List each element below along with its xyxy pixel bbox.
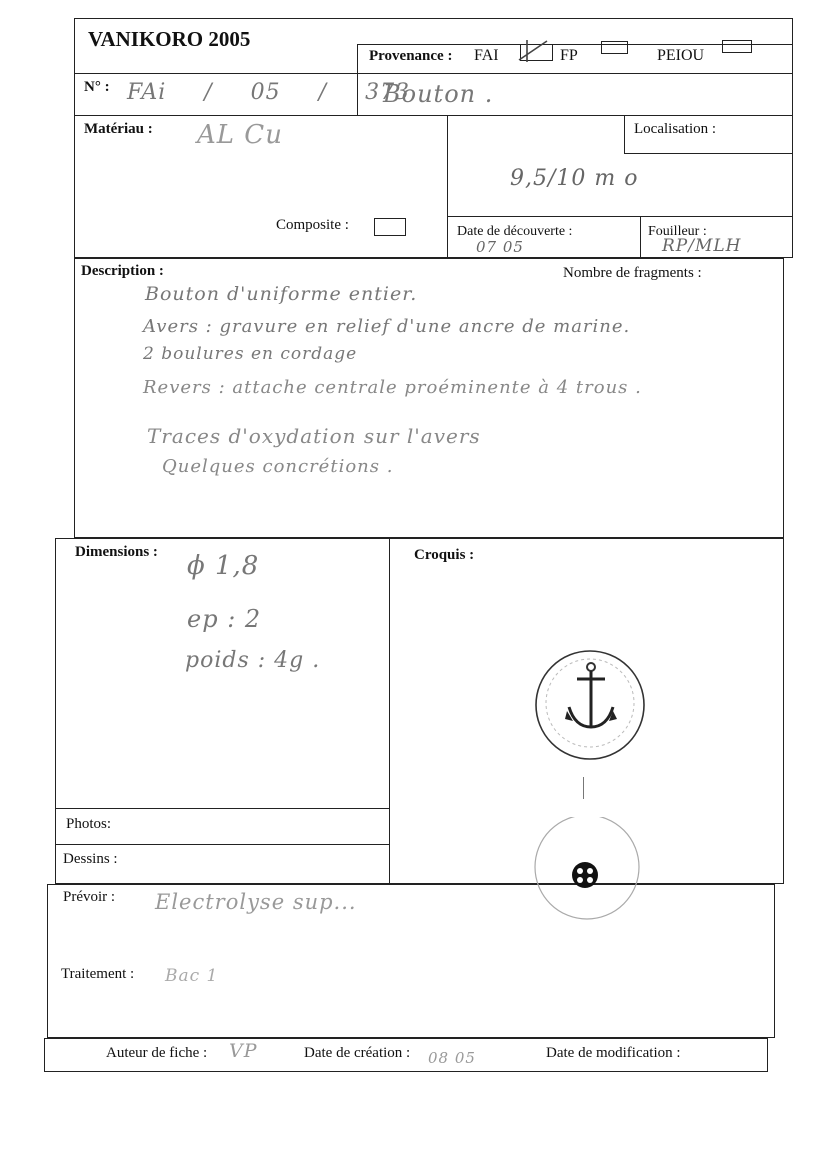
fragments-label: Nombre de fragments :	[563, 265, 702, 281]
composite-checkbox[interactable]	[374, 218, 406, 236]
dimensions-sketch-box	[55, 538, 784, 884]
header-divider	[74, 73, 793, 74]
description-line-1: Bouton d'uniforme entier.	[145, 283, 418, 305]
description-line-2: Avers : gravure en relief d'une ancre de marine.	[143, 316, 631, 337]
photos-bottom	[55, 844, 389, 845]
author-label: Auteur de fiche :	[106, 1045, 208, 1061]
button-back-sketch	[530, 817, 645, 922]
provenance-option-fai: FAI	[474, 47, 499, 64]
treatment-value: Bac 1	[165, 966, 219, 986]
fp-checkbox[interactable]	[601, 41, 628, 54]
discovery-date-label: Date de découverte :	[457, 224, 573, 239]
object-name: Bouton .	[383, 80, 494, 108]
modified-label: Date de modification :	[546, 1045, 681, 1061]
location-value: 9,5/10 m o	[510, 166, 639, 191]
page-title: VANIKORO 2005	[88, 27, 251, 51]
title-divider	[357, 44, 358, 74]
fai-checkbox[interactable]	[520, 44, 553, 61]
material-divider	[447, 115, 448, 258]
treatment-label: Traitement :	[61, 966, 135, 982]
dimension-weight: poids : 4g .	[185, 648, 321, 673]
description-line-6: Quelques concrétions .	[162, 456, 394, 477]
peiou-checkbox[interactable]	[722, 40, 752, 53]
sketch-label: Croquis :	[414, 547, 475, 563]
sketch-separator	[583, 777, 584, 799]
drawings-label: Dessins :	[63, 851, 118, 867]
digger-label: Fouilleur :	[648, 224, 707, 239]
material-label: Matériau :	[84, 121, 153, 137]
plan-label: Prévoir :	[63, 889, 116, 905]
sketch-divider	[389, 538, 390, 884]
provenance-option-fp: FP	[560, 47, 578, 64]
check-mark-icon	[517, 38, 553, 64]
digger-divider	[640, 216, 641, 258]
dimensions-label: Dimensions :	[75, 544, 158, 560]
composite-label: Composite :	[276, 217, 349, 233]
created-label: Date de création :	[304, 1045, 411, 1061]
description-label: Description :	[81, 263, 164, 279]
digger-value: RP/MLH	[662, 236, 742, 256]
photos-top	[55, 808, 389, 809]
created-value: 08 05	[428, 1049, 476, 1067]
number-label: N° :	[84, 79, 110, 95]
provenance-option-peiou: PEIOU	[657, 47, 705, 64]
plan-value: Electrolyse sup...	[155, 890, 357, 914]
description-line-3: 2 boulures en cordage	[143, 344, 358, 364]
photos-label: Photos:	[66, 816, 112, 832]
discovery-date-value: 07 05	[476, 238, 524, 256]
discovery-divider	[447, 216, 793, 217]
button-front-sketch	[525, 645, 655, 765]
dimension-diameter: ϕ 1,8	[187, 551, 260, 581]
dimension-thickness: ep : 2	[187, 605, 262, 633]
number-value: FAi / 05 / 373	[127, 80, 411, 105]
provenance-label: Provenance :	[369, 48, 453, 64]
description-line-4: Revers : attache centrale proéminente à 4 trous .	[143, 377, 642, 398]
location-label: Localisation :	[634, 121, 717, 137]
material-value: AL Cu	[197, 120, 283, 150]
author-value: VP	[229, 1040, 258, 1062]
description-line-5: Traces d'oxydation sur l'avers	[147, 424, 481, 448]
